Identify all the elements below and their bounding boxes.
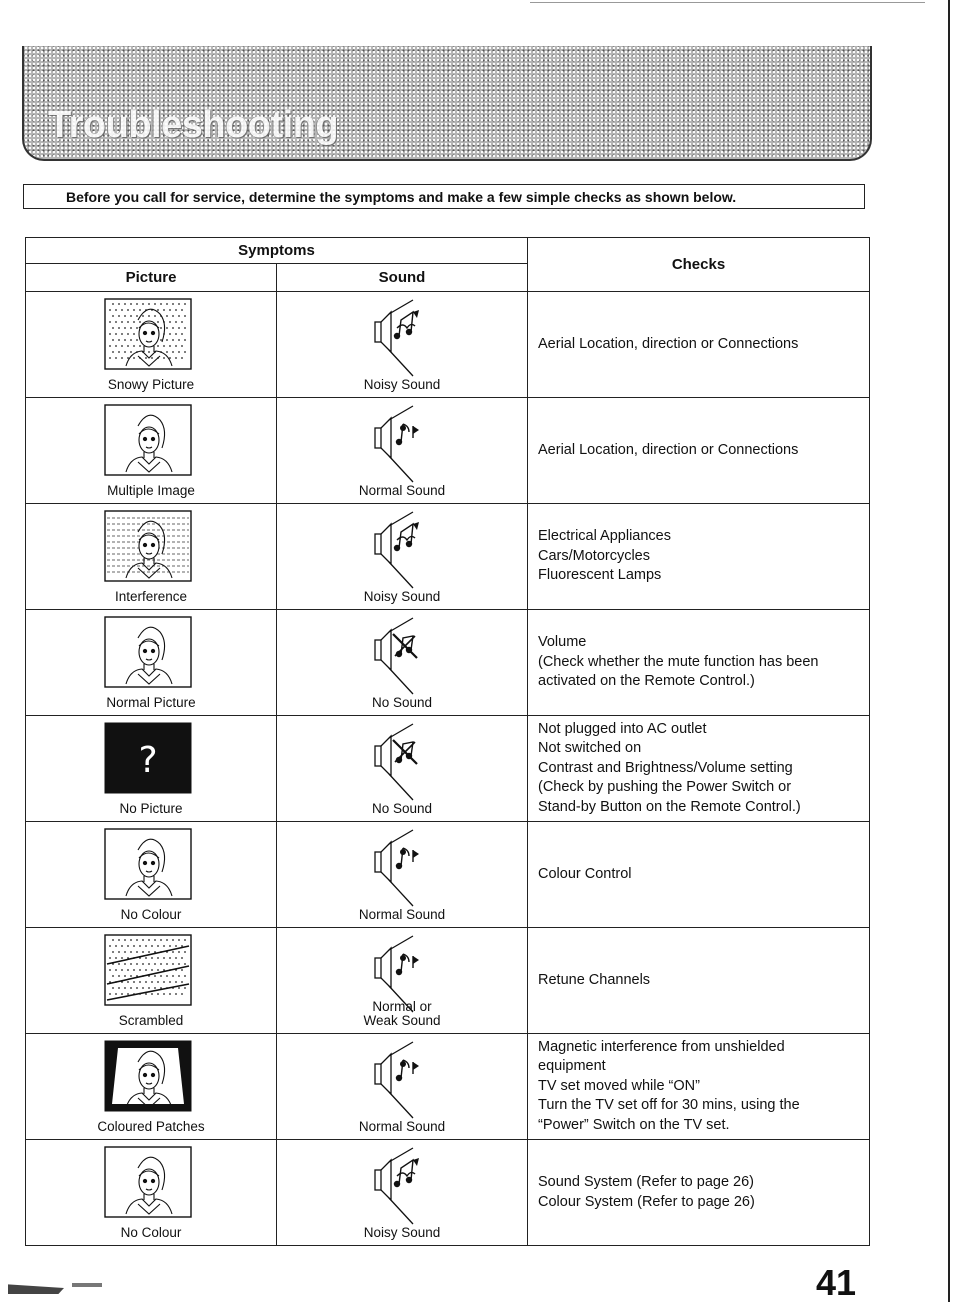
speaker-mute-icon [369,722,439,812]
checks-cell [528,928,870,1034]
tv-screen-illustration [104,404,192,476]
picture-symptom-label: Multiple Image [107,483,195,498]
intro-note: Before you call for service, determine the symptoms and make a few simple checks as shown below. [23,184,865,209]
page-number: 41 [816,1262,857,1303]
sound-cell [277,928,528,1034]
tv-screen-illustration [104,616,192,688]
picture-cell [26,1034,277,1140]
svg-text:?: ? [138,740,158,781]
picture-cell [26,1140,277,1246]
sound-cell [277,610,528,716]
check-line: activated on the Remote Control.) [538,673,755,690]
scan-mark-small [72,1283,102,1287]
speaker-normal-icon [369,828,439,918]
picture-symptom-label: No Colour [120,907,182,922]
sound-symptom-label: No Sound [371,695,433,710]
header-picture: Picture [26,264,277,292]
picture-symptom-label: Interference [114,589,188,604]
sound-symptom-label: No Sound [371,801,433,816]
check-line: Aerial Location, direction or Connections [538,441,799,458]
tv-screen-illustration [104,828,192,900]
check-line: Contrast and Brightness/Volume setting [538,759,793,776]
tv-screen-illustration [104,510,192,582]
tv-screen-illustration [104,934,192,1006]
check-line: Retune Channels [538,971,651,988]
check-line: Stand-by Button on the Remote Control.) [538,798,801,815]
picture-cell [26,716,277,822]
check-line: Colour System (Refer to page 26) [538,1193,755,1210]
picture-cell [26,504,277,610]
scan-mark [8,1282,64,1294]
check-line: Not plugged into AC outlet [538,720,707,737]
table-row [26,504,870,610]
sound-cell [277,504,528,610]
checks-cell [528,1140,870,1246]
check-line: (Check by pushing the Power Switch or [538,779,792,796]
header-symptoms: Symptoms [26,238,528,264]
table-row [26,928,870,1034]
picture-cell [26,398,277,504]
check-line: equipment [538,1058,606,1075]
speaker-normal-icon [369,404,439,494]
tv-screen-illustration [104,1040,192,1112]
checks-cell [528,504,870,610]
picture-symptom-label: No Colour [120,1225,182,1240]
check-line: Volume [538,634,587,651]
header-checks: Checks [528,238,870,292]
sound-cell [277,1034,528,1140]
tv-screen-illustration [104,722,192,794]
speaker-mute-icon [369,616,439,706]
checks-cell [528,398,870,504]
table-row [26,610,870,716]
sound-symptom-label: Normal Sound [358,907,446,922]
check-line: Aerial Location, direction or Connections [538,335,799,352]
troubleshooting-table [25,237,870,1246]
table-row [26,1140,870,1246]
checks-cell [528,610,870,716]
check-line: “Power” Switch on the TV set. [538,1116,730,1133]
check-line: Fluorescent Lamps [538,567,662,584]
table-row [26,398,870,504]
sound-cell [277,822,528,928]
sound-symptom-label: Normal Sound [358,1119,446,1134]
sound-symptom-label: Noisy Sound [363,377,441,392]
sound-symptom-label: Normal Sound [358,483,446,498]
sound-symptom-label: Noisy Sound [363,589,441,604]
picture-symptom-label: Coloured Patches [97,1119,205,1134]
checks-cell [528,716,870,822]
speaker-normal-icon [369,1040,439,1130]
table-row [26,716,870,822]
check-line: (Check whether the mute function has been [538,653,819,670]
table-row [26,292,870,398]
speaker-noisy-icon [369,298,439,388]
picture-cell [26,610,277,716]
checks-cell [528,822,870,928]
check-line: TV set moved while “ON” [538,1077,700,1094]
picture-cell [26,822,277,928]
tv-screen-illustration [104,1146,192,1218]
header-sound: Sound [277,264,528,292]
sound-cell [277,398,528,504]
picture-cell [26,928,277,1034]
checks-cell [528,292,870,398]
sound-cell [277,1140,528,1246]
checks-cell [528,1034,870,1140]
picture-symptom-label: Normal Picture [106,695,196,710]
picture-symptom-label: No Picture [119,801,183,816]
sound-symptom-label: Normal or Weak Sound [363,999,441,1028]
check-line: Not switched on [538,740,642,757]
speaker-noisy-icon [369,510,439,600]
check-line: Electrical Appliances [538,528,671,545]
check-line: Magnetic interference from unshielded [538,1038,785,1055]
sound-cell [277,716,528,822]
table-row [26,822,870,928]
check-line: Cars/Motorcycles [538,547,650,564]
sound-cell [277,292,528,398]
title-banner [22,46,872,161]
right-edge-rule [948,0,950,1302]
top-rule [530,2,925,3]
check-line: Sound System (Refer to page 26) [538,1174,755,1190]
picture-symptom-label: Scrambled [118,1013,184,1028]
check-line: Turn the TV set off for 30 mins, using the [538,1097,800,1114]
tv-screen-illustration [104,298,192,370]
page-title: Troubleshooting [48,104,339,146]
picture-symptom-label: Snowy Picture [107,377,195,392]
table-row [26,1034,870,1140]
check-line: Colour Control [538,865,632,882]
picture-cell [26,292,277,398]
sound-symptom-label: Noisy Sound [363,1225,441,1240]
speaker-noisy-icon [369,1146,439,1236]
